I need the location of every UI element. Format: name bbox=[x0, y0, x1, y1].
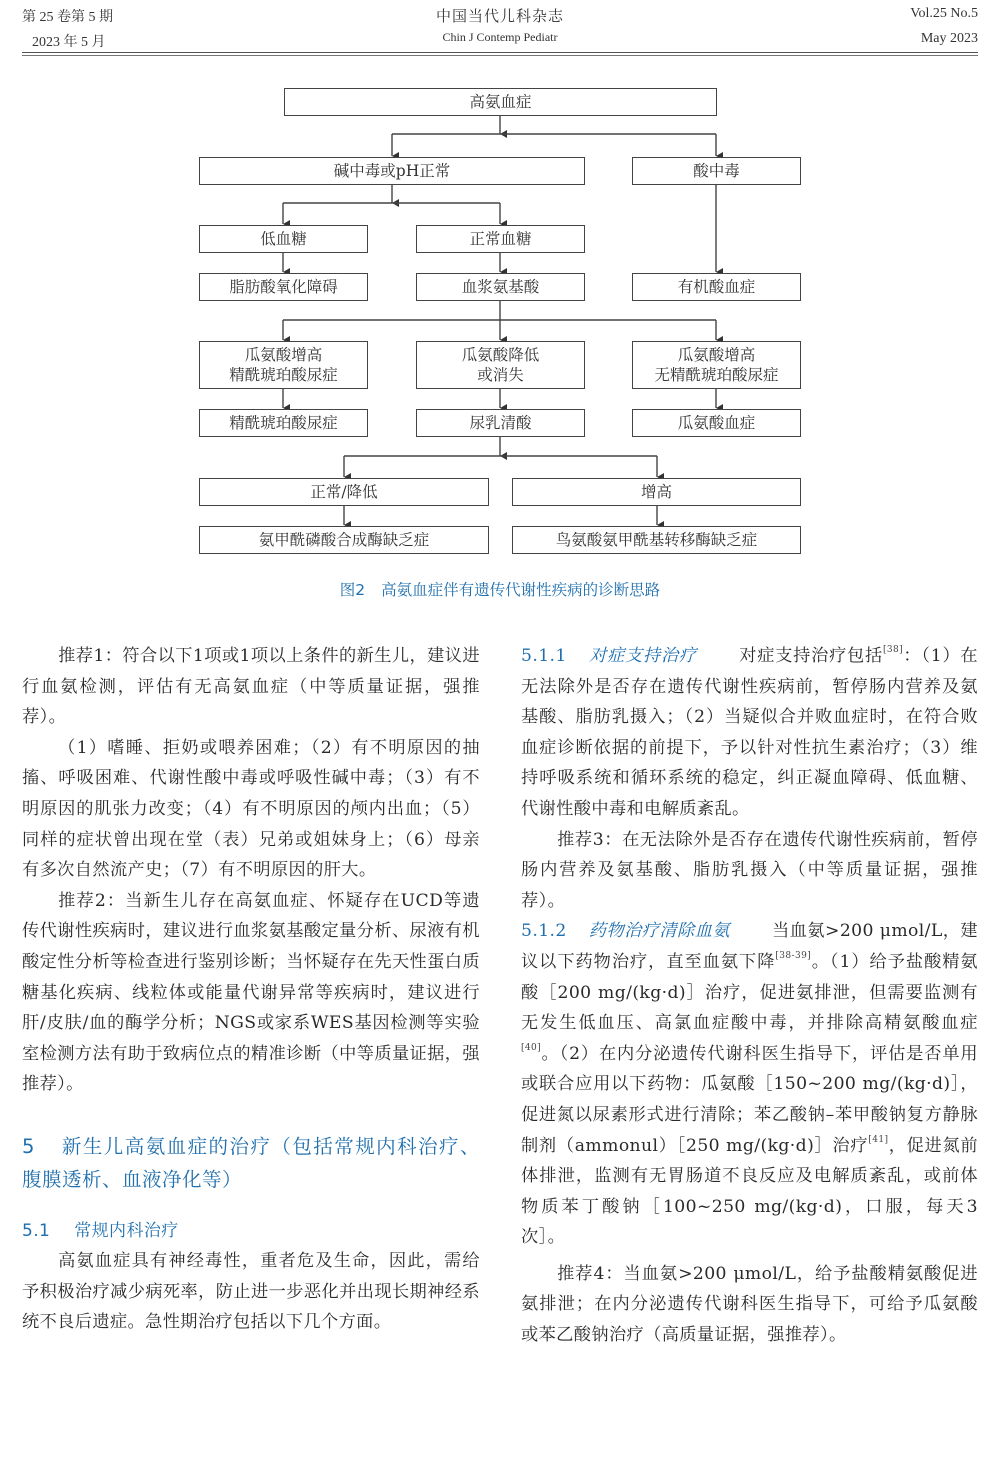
node-hyperammonemia: 高氨血症 bbox=[284, 88, 717, 116]
section-5-1-1-number: 5.1.1 bbox=[521, 646, 567, 666]
section-5-1-heading bbox=[22, 1216, 480, 1246]
node-line: 精酰琥珀酸尿症 bbox=[229, 366, 338, 384]
node-line: 瓜氨酸降低 bbox=[461, 346, 540, 364]
node-hypoglycemia: 低血糖 bbox=[199, 225, 368, 253]
node-citrulline-low bbox=[416, 341, 585, 389]
node-alkalosis-or-normal-ph: 碱中毒或pH正常 bbox=[199, 157, 585, 185]
recommendation-3: 推荐3：在无法除外是否存在遗传代谢性疾病前，暂停肠内营养及氨基酸、脂肪乳摄入（中等质量证据，强推荐）。 bbox=[521, 829, 978, 911]
section-5-1-title: 常规内科治疗 bbox=[74, 1220, 179, 1241]
section-5-1-number: 5.1 bbox=[22, 1220, 51, 1241]
header-date-cn: 2023 年 5 月 bbox=[32, 35, 106, 50]
node-citrullinemia: 瓜氨酸血症 bbox=[632, 409, 801, 437]
section-5-title: 新生儿高氨血症的治疗（包括常规内科治疗、腹膜透析、血液净化等） bbox=[22, 1134, 480, 1191]
header-volume-en: Vol.25 No.5 bbox=[910, 6, 978, 21]
recommendation-2: 推荐2：当新生儿存在高氨血症、怀疑存在UCD等遗传代谢性疾病时，建议进行血浆氨基酸定量分析、尿液有机酸定性分析等检查进行鉴别诊断；当怀疑存在先天性蛋白质糖基化疾病、线粒体或能量代谢异常等疾病时，建议进行肝/皮肤/血的酶学分析；NGS或家系WES基因检测等实验室检测方法有助于致病位点的精准诊断（中等质量证据，强推荐）。 bbox=[22, 890, 480, 1095]
section-5-1-2-number: 5.1.2 bbox=[521, 921, 567, 942]
recommendation-1: 推荐1：符合以下1项或1项以上条件的新生儿，建议进行血氨检测，评估有无高氨血症（中等质量证据，强推荐）。 bbox=[22, 646, 480, 728]
right-column bbox=[521, 641, 978, 1351]
node-plasma-amino-acids: 血浆氨基酸 bbox=[416, 273, 585, 301]
node-fatty-acid-oxidation-disorder: 脂肪酸氧化障碍 bbox=[199, 273, 368, 301]
node-urine-orotic-acid: 尿乳清酸 bbox=[416, 409, 585, 437]
node-normoglycemia: 正常血糖 bbox=[416, 225, 585, 253]
section-5-1-1-title: 对症支持治疗 bbox=[588, 646, 697, 666]
node-otc-deficiency: 鸟氨酸氨甲酰基转移酶缺乏症 bbox=[512, 526, 801, 554]
figure-title: 高氨血症伴有遗传代谢性疾病的诊断思路 bbox=[381, 581, 661, 599]
node-acidosis: 酸中毒 bbox=[632, 157, 801, 185]
node-cps1-deficiency: 氨甲酰磷酸合成酶缺乏症 bbox=[199, 526, 489, 554]
journal-title-cn: 中国当代儿科杂志 bbox=[435, 9, 564, 25]
node-elevated: 增高 bbox=[512, 478, 801, 506]
recommendation-1-criteria: （1）嗜睡、拒奶或喂养困难；（2）有不明原因的抽搐、呼吸困难、代谢性酸中毒或呼吸性碱中毒；（3）有不明原因的肌张力改变；（4）有不明原因的颅内出血；（5）同样的症状曾出现在堂（表）兄弟或姐妹身上；（6）母亲有多次自然流产史；（7）有不明原因的肝大。 bbox=[22, 737, 480, 881]
citation: [41] bbox=[868, 1134, 889, 1145]
citation: [40] bbox=[521, 1042, 542, 1053]
recommendation-4: 推荐4：当血氨>200 μmol/L，给予盐酸精氨酸促进氨排泄；在内分泌遗传代谢科医生指导下，可给予瓜氨酸或苯乙酸钠治疗（高质量证据，强推荐）。 bbox=[521, 1263, 978, 1346]
section-5-1-1 bbox=[521, 641, 978, 825]
section-5-1-2 bbox=[521, 916, 978, 1253]
node-line: 瓜氨酸增高 bbox=[244, 346, 323, 364]
citation: [38] bbox=[882, 645, 904, 655]
journal-title-en: Chin J Contemp Pediatr bbox=[442, 30, 558, 44]
node-citrulline-high-no-asa bbox=[632, 341, 801, 389]
section-5-1-body: 高氨血症具有神经毒性，重者危及生命，因此，需给予积极治疗减少病死率，防止进一步恶化并出现长期神经系统不良后遗症。急性期治疗包括以下几个方面。 bbox=[22, 1250, 480, 1333]
section-5-1-2-text: ，促进氮前体排泄，监测有无胃肠道不良反应及电解质紊乱，或前体物质苯丁酸钠［100~250 mg/(kg·d)，口服，每天3次］。 bbox=[521, 1135, 978, 1248]
node-citrulline-high-asa bbox=[199, 341, 368, 389]
header-date-en: May 2023 bbox=[920, 31, 978, 46]
diagnostic-flowchart bbox=[0, 0, 1000, 620]
node-line: 瓜氨酸增高 bbox=[677, 346, 756, 364]
node-organic-acidemia: 有机酸血症 bbox=[632, 273, 801, 301]
section-5-1-1-body: ：（1）在无法除外是否存在遗传代谢性疾病前，暂停肠内营养及氨基酸、脂肪乳摄入；（2）当疑似合并败血症时，在符合败血症诊断依据的前提下，予以针对性抗生素治疗；（3）维持呼吸系统和循环系统的稳定，纠正凝血障碍、低血糖、代谢性酸中毒和电解质紊乱。 bbox=[521, 646, 979, 819]
section-5-1-2-text: 。（2）在内分泌遗传代谢科医生指导下，评估是否单用或联合应用以下药物：瓜氨酸［150~200 mg/(kg·d)］，促进氮以尿素形式进行清除；苯乙酸钠–苯甲酸钠复方静脉制剂（ammonul）［250 mg/(kg·d)］治疗 bbox=[521, 1043, 978, 1156]
section-5-1-2-title: 药物治疗清除血氨 bbox=[588, 921, 731, 942]
node-argininosuccinic-aciduria: 精酰琥珀酸尿症 bbox=[199, 409, 368, 437]
section-5-1-2-text: 当血氨>200 μmol/L，建议以下药物治疗，直至血氨下降 bbox=[521, 921, 978, 972]
section-5-number: 5 bbox=[22, 1134, 35, 1158]
section-5-1-1-lead: 对症支持治疗包括 bbox=[738, 646, 883, 666]
figure-caption bbox=[0, 578, 1000, 600]
node-line: 或消失 bbox=[477, 366, 524, 384]
node-normal-or-low: 正常/降低 bbox=[199, 478, 489, 506]
citation: [38-39] bbox=[775, 950, 812, 961]
figure-number: 图2 bbox=[339, 581, 366, 599]
left-column bbox=[22, 641, 480, 1338]
section-5-heading bbox=[22, 1130, 480, 1196]
section-5-1-2-text: 。（1）给予盐酸精氨酸［200 mg/(kg·d)］治疗，促进氨排泄，但需要监测有无发生低血压、高氯血症酸中毒，并排除高精氨酸血症 bbox=[521, 951, 978, 1034]
node-line: 无精酰琥珀酸尿症 bbox=[654, 366, 779, 384]
header-volume-issue: 第 25 卷第 5 期 bbox=[22, 10, 113, 25]
